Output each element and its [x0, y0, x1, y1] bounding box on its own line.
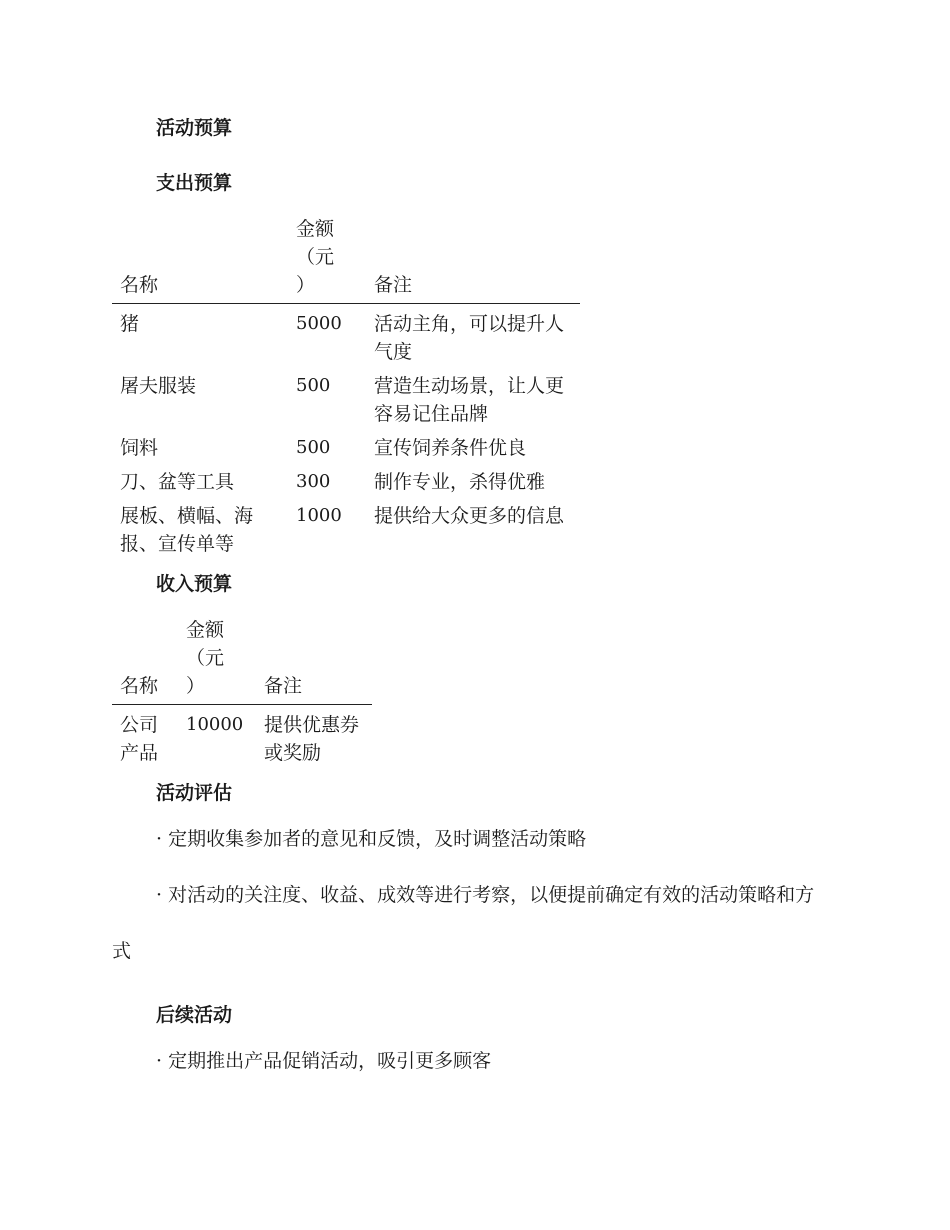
- heading-followup: 后续活动: [156, 1004, 233, 1026]
- expense-cell-name: 屠夫服装: [120, 375, 197, 397]
- eval-item: · 定期收集参加者的意见和反馈，及时调整活动策略: [156, 828, 587, 850]
- expense-cell-amount: 300: [296, 471, 331, 492]
- table-row: [112, 705, 372, 768]
- expense-cell-name: 展板、横幅、海报、宣传单等: [120, 505, 254, 555]
- expense-cell-name: 刀、盆等工具: [120, 471, 235, 493]
- expense-cell-note: 活动主角，可以提升人气度: [374, 313, 565, 363]
- expense-header-amount-line1: 金额: [296, 218, 335, 240]
- expense-header-amount-line3: ）: [296, 274, 316, 296]
- income-header-name: 名称: [112, 616, 178, 705]
- expense-cell-note: 制作专业，杀得优雅: [374, 471, 546, 493]
- income-cell-name: 公司产品: [120, 714, 159, 764]
- income-header-amount-line2: （元: [186, 647, 225, 669]
- income-table: [112, 616, 372, 767]
- expense-header-amount-line2: （元: [296, 246, 335, 268]
- income-cell-amount: 10000: [186, 714, 244, 735]
- followup-item: · 定期推出产品促销活动，吸引更多顾客: [156, 1050, 492, 1072]
- expense-table: [112, 215, 580, 558]
- expense-cell-note: 宣传饲养条件优良: [374, 437, 527, 459]
- income-header-amount-line1: 金额: [186, 619, 225, 641]
- expense-cell-amount: 500: [296, 375, 331, 396]
- table-row: [112, 428, 580, 462]
- income-table-header-row: [112, 616, 372, 705]
- heading-income-budget: 收入预算: [156, 573, 233, 595]
- expense-cell-amount: 500: [296, 437, 331, 458]
- table-row: [112, 496, 580, 558]
- expense-cell-amount: 1000: [296, 505, 342, 526]
- expense-table-header-row: [112, 215, 580, 304]
- expense-header-note: 备注: [366, 215, 580, 304]
- income-header-amount-line3: ）: [186, 675, 206, 697]
- heading-activity-eval: 活动评估: [156, 782, 233, 804]
- expense-header-amount: [288, 215, 366, 304]
- income-cell-note: 提供优惠券或奖励: [264, 714, 360, 764]
- table-row: [112, 304, 580, 367]
- document-page: [112, 110, 832, 1089]
- expense-cell-note: 提供给大众更多的信息: [374, 505, 565, 527]
- expense-header-name: 名称: [112, 215, 288, 304]
- expense-cell-note: 营造生动场景，让人更容易记住品牌: [374, 375, 565, 425]
- heading-expense-budget: 支出预算: [156, 172, 233, 194]
- expense-cell-name: 猪: [120, 313, 140, 335]
- table-row: [112, 366, 580, 428]
- table-row: [112, 462, 580, 496]
- expense-cell-amount: 5000: [296, 313, 342, 334]
- income-header-note: 备注: [256, 616, 372, 705]
- expense-cell-name: 饲料: [120, 437, 159, 459]
- income-header-amount: [178, 616, 256, 705]
- heading-activity-budget: 活动预算: [156, 117, 233, 139]
- eval-item: · 对活动的关注度、收益、成效等进行考察，以便提前确定有效的活动策略和方式: [112, 884, 815, 962]
